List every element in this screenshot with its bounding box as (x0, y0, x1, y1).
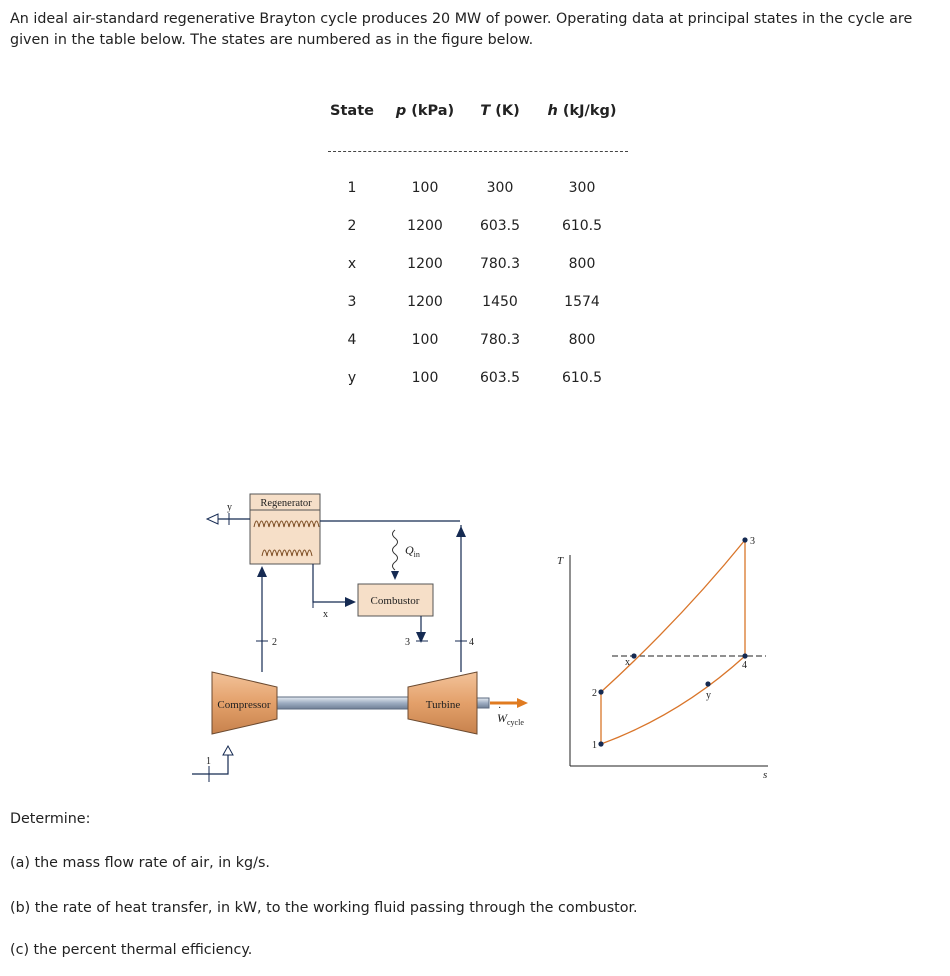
state-ticks (209, 513, 467, 782)
work-arrow-head (517, 698, 528, 708)
cell-pressure: 100 (411, 332, 439, 348)
cell-state: 4 (347, 332, 357, 348)
questions-heading: Determine: (10, 811, 91, 827)
cell-pressure: 1200 (407, 256, 443, 272)
ts-point-4 (742, 653, 747, 658)
label-state-1: 1 (206, 756, 211, 767)
cell-enthalpy: 300 (568, 180, 596, 196)
ts-label-y: y (706, 690, 711, 701)
header-temperature-unit: (K) (490, 103, 520, 119)
ts-label-4: 4 (742, 660, 747, 671)
ts-point-1 (598, 741, 603, 746)
cell-temperature: 780.3 (479, 332, 521, 348)
cycle-schematic (192, 494, 528, 782)
label-state-3: 3 (405, 637, 410, 648)
cell-state: x (347, 256, 357, 272)
heat-in-subscript: in (413, 550, 420, 559)
shaft-stub (477, 698, 489, 708)
header-enthalpy-unit: (kJ/kg) (557, 103, 617, 119)
question-b: (b) the rate of heat transfer, in kW, to the working fluid passing through the combustor. (10, 900, 638, 916)
cell-pressure: 1200 (407, 218, 443, 234)
cell-pressure: 100 (411, 370, 439, 386)
heat-in-label (405, 543, 420, 559)
ts-state-points (598, 537, 747, 746)
label-state-2: 2 (272, 637, 277, 648)
ts-point-2 (598, 689, 603, 694)
ts-process-lines (601, 540, 745, 744)
cell-enthalpy: 610.5 (561, 218, 603, 234)
flow-lines (192, 519, 461, 774)
heat-in-symbol: Q (405, 543, 414, 557)
ts-point-x (631, 653, 636, 658)
question-a: (a) the mass flow rate of air, in kg/s. (10, 855, 270, 871)
process-4-1 (601, 656, 745, 744)
ts-label-1: 1 (592, 740, 597, 751)
cell-pressure: 100 (411, 180, 439, 196)
cell-temperature: 603.5 (479, 370, 521, 386)
ts-label-2: 2 (592, 688, 597, 699)
cell-state: 3 (347, 294, 357, 310)
compressor-label: Compressor (217, 699, 271, 711)
work-dot: · (498, 703, 502, 714)
label-state-y: y (227, 502, 232, 513)
label-state-4: 4 (469, 637, 474, 648)
shaft (275, 697, 410, 709)
work-symbol: W (497, 711, 507, 725)
heat-in-squiggle (393, 530, 398, 570)
cell-temperature: 780.3 (479, 256, 521, 272)
ts-diagram (557, 536, 768, 781)
header-pressure-symbol: p (395, 103, 407, 119)
work-subscript: cycle (507, 718, 524, 727)
problem-intro: An ideal air-standard regenerative Brayton cycle produces 20 MW of power. Operating data at principal states in the cycle are given in the table below. The states are numbered as in the figure below. (10, 11, 913, 48)
header-temperature-symbol: T (480, 103, 491, 119)
cell-enthalpy: 800 (568, 256, 596, 272)
flow-x (313, 564, 345, 602)
cell-enthalpy: 800 (568, 332, 596, 348)
cell-temperature: 603.5 (479, 218, 521, 234)
cell-state: 1 (347, 180, 357, 196)
cell-state: 2 (347, 218, 357, 234)
ts-point-y (705, 681, 710, 686)
combustor-label: Combustor (370, 595, 420, 607)
regenerator-label: Regenerator (260, 498, 312, 509)
cell-enthalpy: 610.5 (561, 370, 603, 386)
cell-state: y (347, 370, 357, 386)
ts-label-3: 3 (750, 536, 755, 547)
ts-point-labels (592, 536, 755, 751)
ts-x-label: s (763, 769, 768, 781)
turbine-label: Turbine (425, 699, 461, 711)
label-state-x: x (323, 609, 328, 620)
header-pressure-unit: (kPa) (406, 103, 455, 119)
header-enthalpy-symbol: h (547, 103, 558, 119)
question-c: (c) the percent thermal efficiency. (10, 942, 253, 958)
ts-point-3 (742, 537, 747, 542)
state-labels (206, 502, 474, 767)
process-2-3 (601, 540, 745, 692)
header-state: State (330, 103, 374, 119)
ts-y-label: T (557, 555, 564, 567)
cell-pressure: 1200 (407, 294, 443, 310)
cell-temperature: 300 (486, 180, 514, 196)
heat-in-arrow (391, 571, 399, 580)
cell-enthalpy: 1574 (564, 294, 600, 310)
cell-temperature: 1450 (482, 294, 518, 310)
ts-label-x: x (625, 657, 630, 668)
